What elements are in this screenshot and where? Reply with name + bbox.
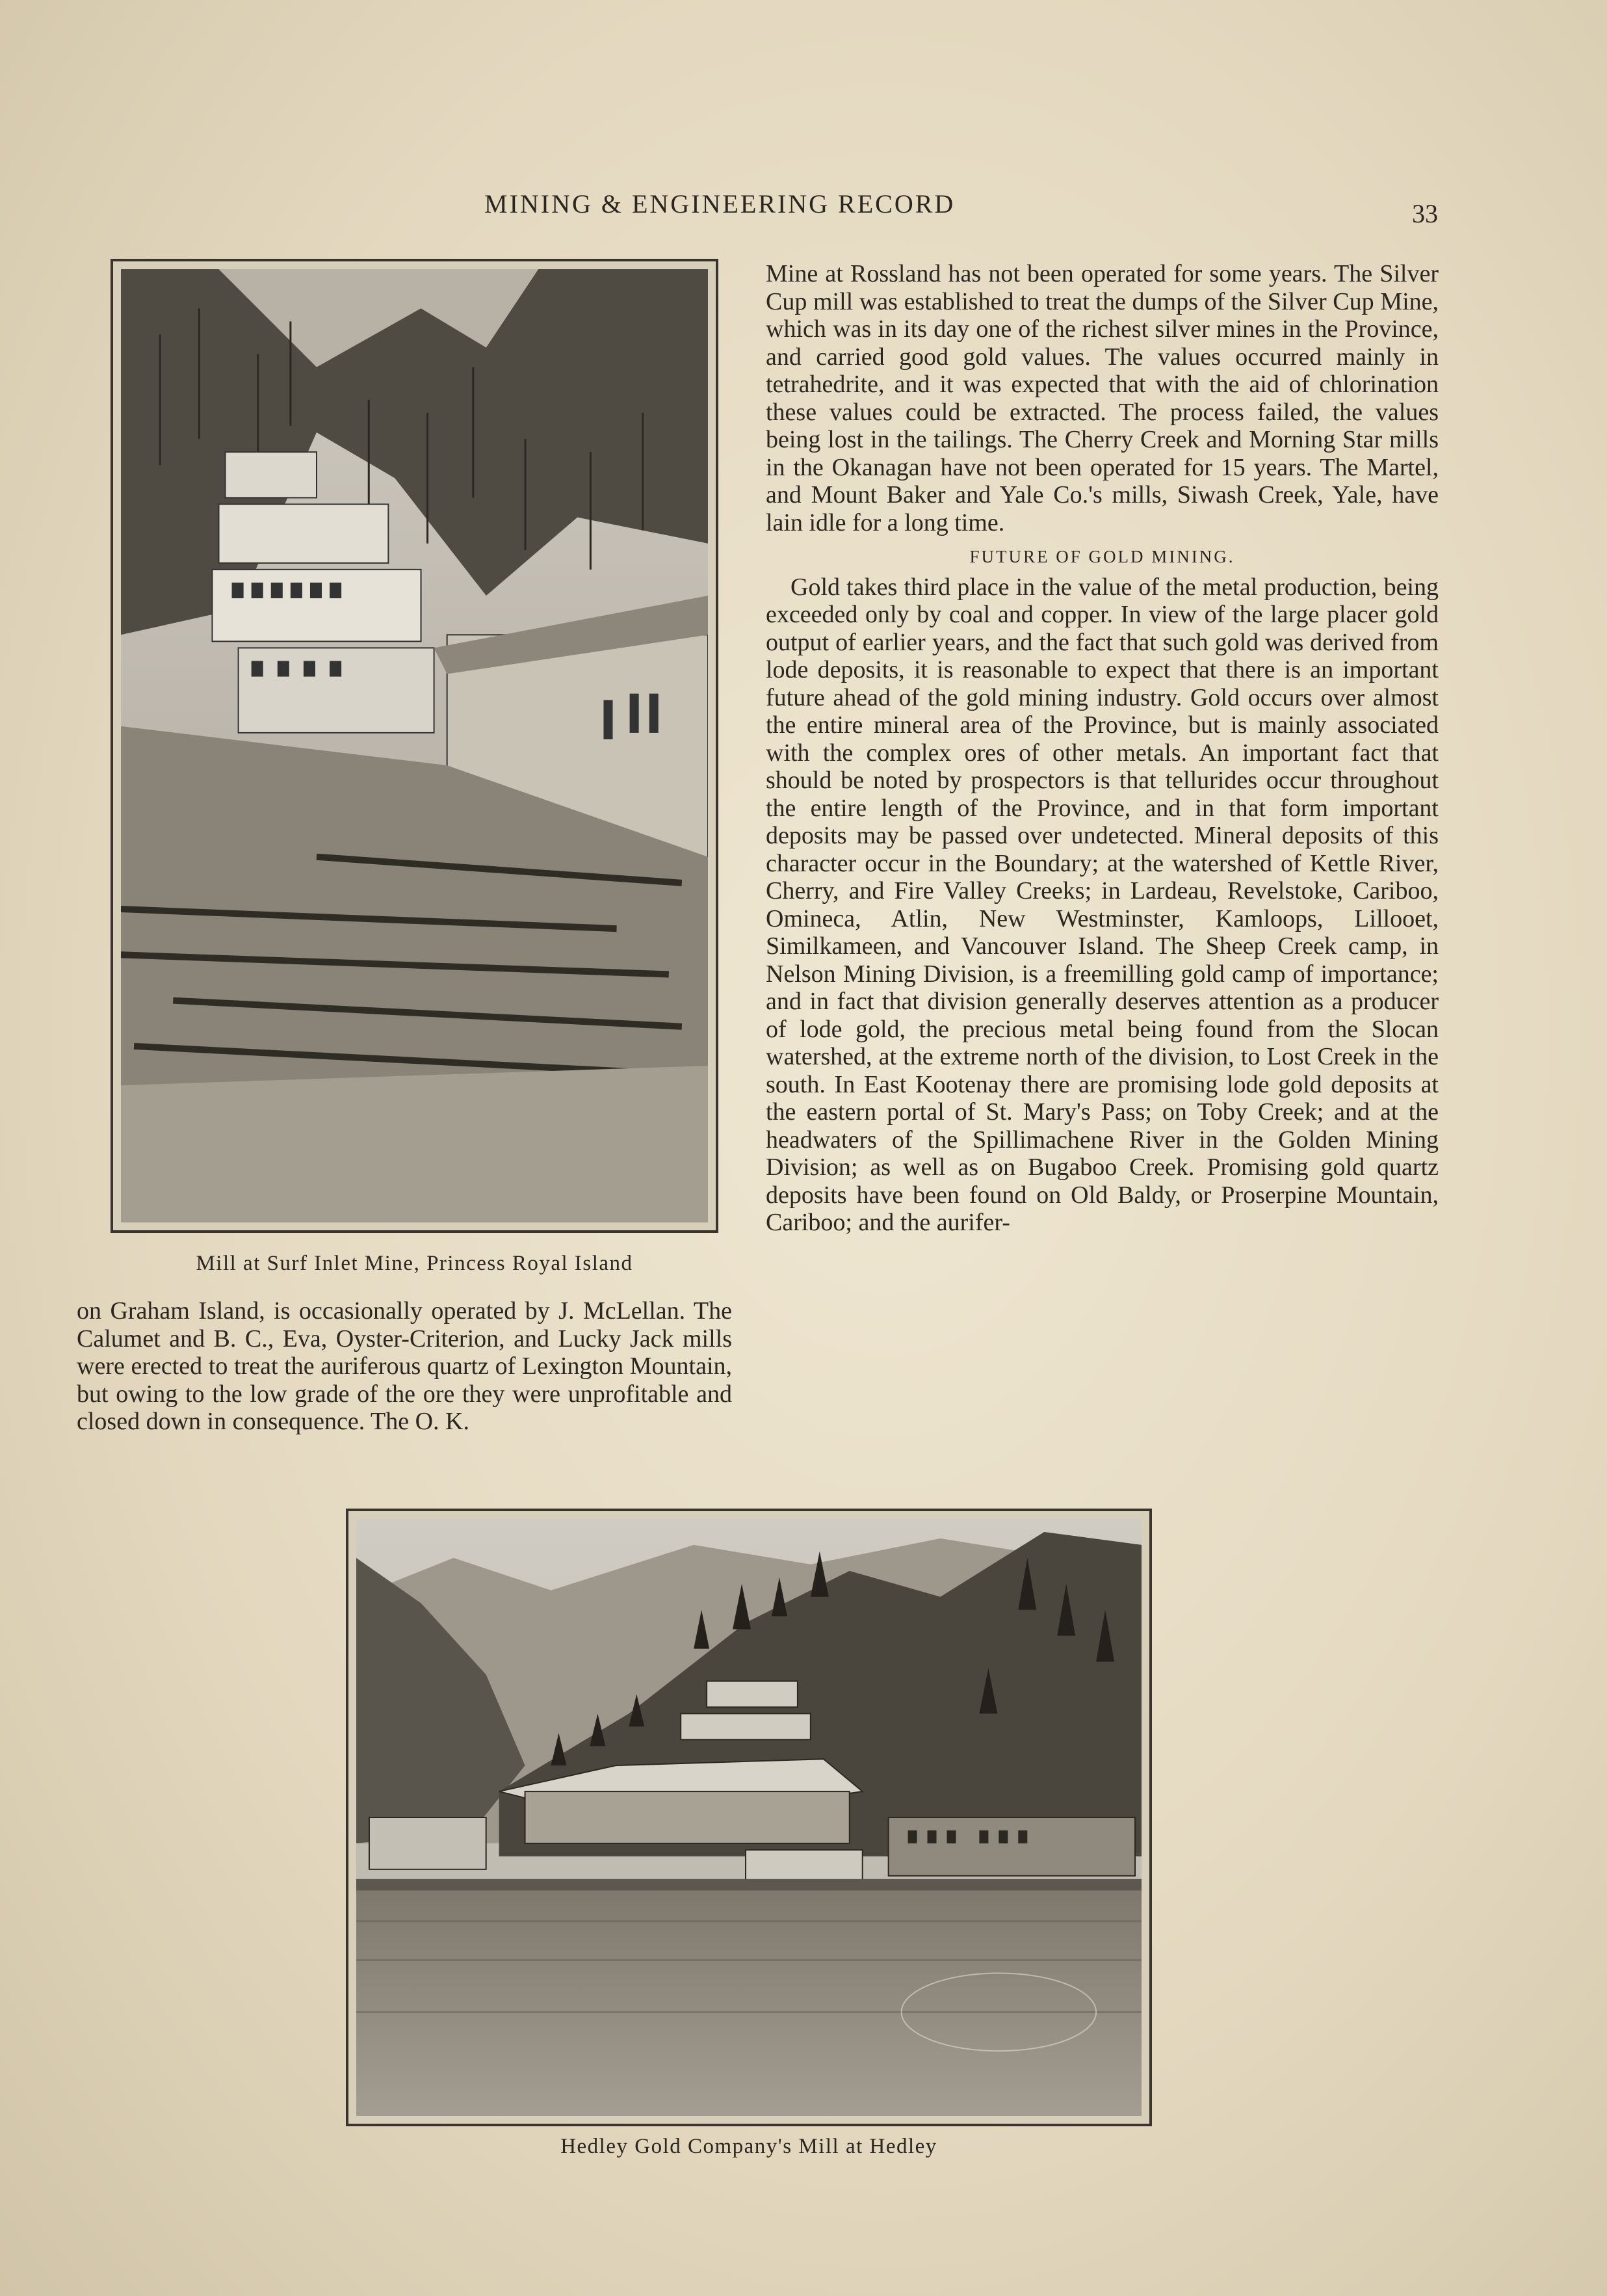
section-heading-future-of-gold-mining: FUTURE OF GOLD MINING.: [969, 547, 1235, 566]
figure-caption-hedley: Hedley Gold Company's Mill at Hedley: [560, 2135, 937, 2158]
text-column-right: [766, 260, 1439, 1237]
paragraph-graham-island: on Graham Island, is occasionally operated by J. McLellan. The Calumet and B. C., Eva, Oyster-Criterion, and Lucky Jack mills were erected to treat the auriferous quartz of Lexington Mountain, but owing to the low grade of the ore they were unprofitable and closed down in consequence. The O. K.: [77, 1297, 732, 1435]
paragraph-gold-future: Gold takes third place in the value of the metal production, being exceeded only by coal and copper. In view of the large placer gold output of earlier years, and the fact that such gold was derived from lode deposits, it is reasonable to expect that there is an important future ahead of the gold mining industry. Gold occurs over almost the entire mineral area of the Province, but is mainly associated with the complex ores of other metals. An important fact that should be noted by prospectors is that tellurides occur throughout the entire length of the Province, and in that form important deposits may be passed over undetected. Mineral deposits of this character occur in the Boundary; at the watershed of Kettle River, Cherry, and Fire Valley Creeks; in Lardeau, Revelstoke, Cariboo, Omineca, Atlin, New Westminster, Kamloops, Lillooet, Similkameen, and Vancouver Island. The Sheep Creek camp, in Nelson Mining Division, is a freemilling gold camp of importance; and in fact that division generally deserves attention as a producer of lode gold, the precious metal being found from the Slocan watershed, at the extreme north of the division, to Lost Creek in the south. In East Kootenay there are promising lode gold deposits at the eastern portal of St. Mary's Pass; on Toby Creek; and at the headwaters of the Spillimachene River in the Golden Mining Division; as well as on Bugaboo Creek. Promising gold quartz deposits have been found on Old Baldy, or Proserpine Mountain, Cariboo; and the aurifer-: [766, 573, 1439, 1236]
text-column-left: [77, 1297, 732, 1436]
photo-surf-inlet-mill: [111, 259, 718, 1233]
photo-hedley-mill: [346, 1509, 1152, 2126]
figure-caption-surf-inlet: Mill at Surf Inlet Mine, Princess Royal Island: [196, 1252, 633, 1275]
photo-surf-inlet-image: [121, 269, 708, 1222]
paragraph-rossland: Mine at Rossland has not been operated for some years. The Silver Cup mill was established to treat the dumps of the Silver Cup Mine, which was in its day one of the richest silver mines in the Province, and carried good gold values. The values occurred mainly in tetrahedrite, and it was expected that with the aid of chlorination these values could be extracted. The process failed, the values being lost in the tailings. The Cherry Creek and Morning Star mills in the Okanagan have not been operated for 15 years. The Martel, and Mount Baker and Yale Co.'s mills, Siwash Creek, Yale, have lain idle for a long time.: [766, 260, 1439, 536]
running-header: MINING & ENGINEERING RECORD: [484, 189, 956, 218]
page-number: 33: [1412, 199, 1438, 228]
photo-hedley-image: [356, 1519, 1142, 2116]
